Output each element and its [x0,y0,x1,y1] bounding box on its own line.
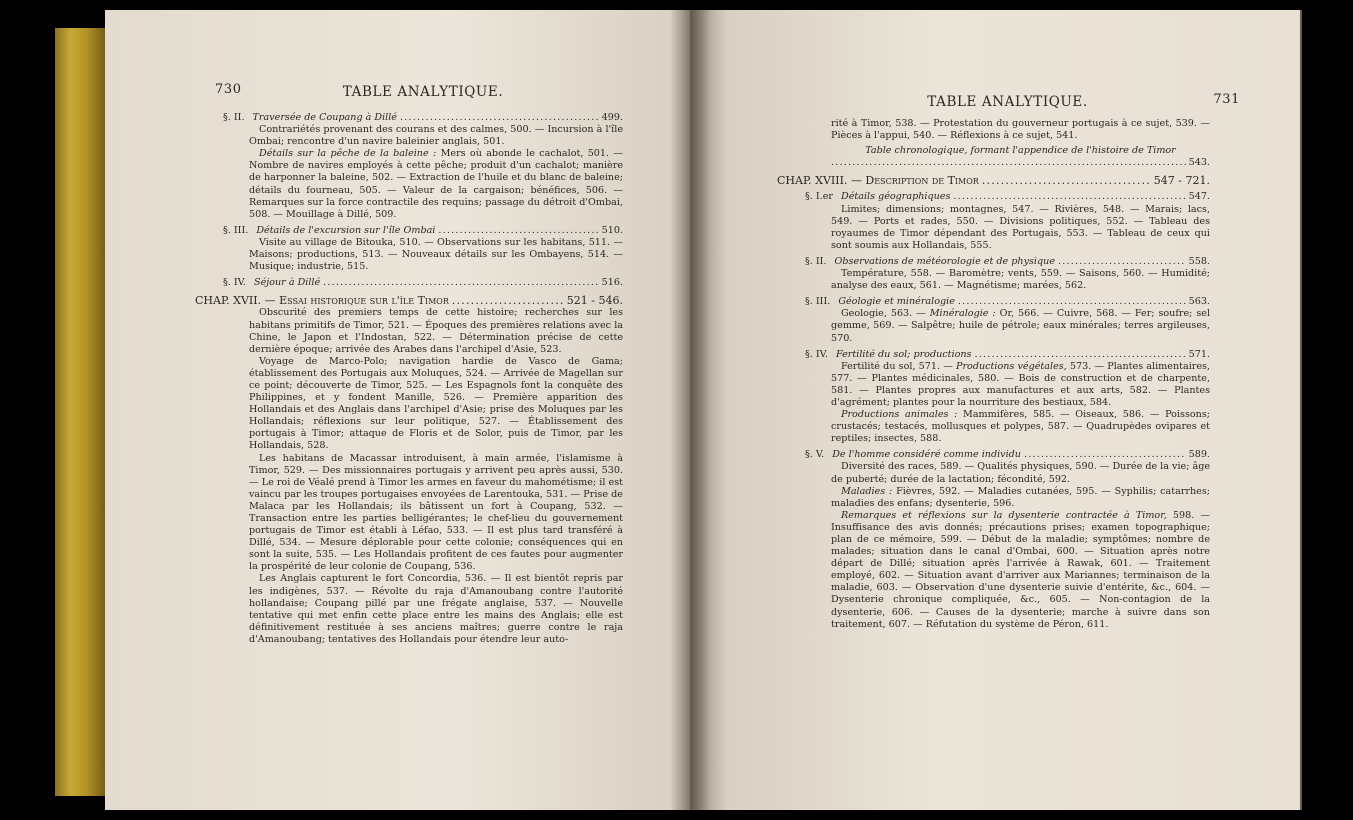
left-page [105,10,735,810]
toc-entry: §. II. Traversée de Coupang à Dillé ..... 499. [223,112,623,124]
toc-entry-summary: Visite au village de Bitouka, 510. — Observations sur les habitans, 511. — Maisons; productions, 513. — Nouveaux détails sur les Ombayens, 514. — Musique; industrie, 515. [249,236,623,273]
chapter-summary: Obscurité des premiers temps de cette histoire; recherches sur les habitans primitifs de Timor, 521. — Époques des premières relations avec la Chine, le Japon et l'Indostan, 522. — Détermination précise de cette dernière époque; arrivée des Arabes dans l'archipel d'Asie, 523. Voyage de Marco-Polo; navigation hardie de Vasco de Gama; établissement des Portugais aux Moluques, 524. — Arrivée de Magellan sur ce point; découverte de Timor, 525. — Les Espagnols font la conquête des Philippines, et y fondent Manille, 526. — Première apparition des Hollandais et des Anglais dans l'archipel d'Asie; prise des Moluques par les Hollandais; réflexions sur leur politique, 527. — Établissement des portugais à Timor; attaque de Floris et de Solor, puis de Timor, par les Hollandais, 528. Les habitans de Macassar introduisent, à main armée, l'islamisme à Timor, 529. — Des missionnaires portugais y arrivent peu après aussi, 530. — Le roi de Véalé prend à Timor les armes en faveur du mahométisme; il est vaincu par les troupes portugaises envoyées de Larentouka, 531. — Prise de Malaca par les Hollandais; ils bâtissent un fort à Coupang, 532. — Transaction entre les parties belligérantes; le chef-lieu du gouvernement portugais de Timor est établi à Léfao, 533. — Il est plus tard transféré à Dillé, 534. — Mesure déplorable pour cette colonie; conséquences qui en sont la suite, 535. — Les Hollandais profitent de ces fautes pour augmenter la prospérité de leur colonie de Coupang, 536. Les Anglais capturent le fort Concordia, 536. — Il est bientôt repris par les indigènes, 537. — Révolte du raja d'Amanoubang contre l'autorité hollandaise; Coupang pillé par une frégate anglaise, 537. — Nouvelle tentative qui met enfin cette place entre les mains des Anglais; elle est définitivement restituée à ses anciens maîtres; guerre contre le raja d'Amanoubang; tentatives des Hollandais pour étendre leur auto- [249,307,623,645]
right-page-number: 731 [1213,92,1240,107]
toc-entry-summary: Diversité des races, 589. — Qualités physiques, 590. — Durée de la vie; âge de puberté; durée de la lactation; fécondité, 592. Maladies : Fièvres, 592. — Maladies cutanées, 595. — Syphilis; catarrhes; maladies des enfans; dysenterie, 596. Remarques et réflexions sur la dysenterie contractée à Timor, 598. — Insuffisance des avis donnés; précautions prises; examen topographique; plan de ce mémoire, 599. — Début de la maladie; symptômes; nombre de malades; situation dans le canal d'Ombai, 600. — Situation après notre départ de Dillé; situation après l'arrivée à Rawak, 601. — Traitement employé, 602. — Situation avant d'arriver aux Mariannes; terminaison de la maladie, 603. — Observation d'une dysenterie suivie d'entérite, &c., 604. — Dysenterie chronique compliquée, &c., 605. — Non-contagion de la dysenterie, 606. — Causes de la dysenterie; marche à suivre dans son traitement, 607. — Réfutation du système de Péron, 611. [831,461,1211,630]
chapter-entry: CHAP. XVII. — Essai historique sur l'île Timor ..... 521 - 546. [195,295,623,307]
right-page-content [777,92,1240,631]
toc-entry-summary: Contrariétés provenant des courans et des calmes, 500. — Incursion à l'île Ombai; rencontre d'un navire baleinier anglais, 501. Détails sur la pêche de la baleine : Mers où abonde le cachalot, 501. — Nombre de navires employés à cette pêche; produit d'un cachalot; manière de harponner la baleine, 502. — Extraction de l'huile et du blanc de baleine; détails du fourneau, 505. — Valeur de la cargaison; bénéfices, 506. — Remarques sur la force contractile des requins; passage du détroit d'Ombai, 508. — Mouillage à Dillé, 509. [249,124,623,220]
left-header-title: TABLE ANALYTIQUE. [342,84,504,100]
toc-entry: §. I.er Détails géographiques ..... 547. [805,191,1210,203]
continued-summary: rité à Timor, 538. — Protestation du gouverneur portugais à ce sujet, 539. — Pièces à l'appui, 540. — Réflexions à ce sujet, 541. Table chronologique, formant l'appendice de l'histoire de Timor ..... 543. [805,118,1210,169]
left-running-head [215,82,623,108]
book-gutter [670,10,710,810]
right-page [690,10,1302,810]
toc-entry-summary: Fertilité du sol, 571. — Productions végétales, 573. — Plantes alimentaires, 577. — Plantes médicinales, 580. — Bois de construction et de charpente, 581. — Plantes propres aux manufactures et aux arts, 582. — Plantes d'agrément; plantes pour la nourriture des bestiaux, 584. Productions animales : Mammifères, 585. — Oiseaux, 586. — Poissons; crustacés; testacés, mollusques et polypes, 587. — Quadrupèdes ovipares et reptiles; insectes, 588. [831,360,1210,445]
right-header-title: TABLE ANALYTIQUE. [927,94,1088,110]
toc-entry-summary: Limites; dimensions; montagnes, 547. — Rivières, 548. — Marais; lacs, 549. — Ports et rades, 550. — Divisions politiques, 552. — Tableau des royaumes de Timor dépendant des Portugais, 553. — Tableau de ceux qui sont soumis aux Hollandais, 555. [831,203,1210,251]
left-page-content [195,82,623,646]
open-book [55,10,1300,810]
right-running-head [805,92,1240,118]
toc-entry: §. II. Observations de météorologie et de physique ..... 558. [805,256,1210,268]
book-page-edges [55,28,107,796]
chapter-entry: CHAP. XVIII. — Description de Timor ..... 547 - 721. [777,175,1210,187]
toc-entry-summary: Geologie, 563. — Minéralogie : Or, 566. — Cuivre, 568. — Fer; soufre; sel gemme, 569. — Salpêtre; huile de pétrole; eaux minérales; terres argileuses, 570. [831,308,1211,344]
left-page-number: 730 [215,82,242,97]
toc-entry: §. III. Géologie et minéralogie ..... 563. [805,296,1210,308]
toc-entry-summary: Température, 558. — Baromètre; vents, 559. — Saisons, 560. — Humidité; analyse des eaux, 561. — Magnétisme; marées, 562. [831,268,1210,292]
toc-entry: §. III. Détails de l'excursion sur l'île Ombai ..... 510. [223,225,623,237]
toc-entry: §. IV. Séjour à Dillé ..... 516. [223,277,623,289]
toc-entry: §. V. De l'homme considéré comme individu ..... 589. [805,449,1210,461]
toc-entry: §. IV. Fertilité du sol; productions ..... 571. [805,349,1210,361]
